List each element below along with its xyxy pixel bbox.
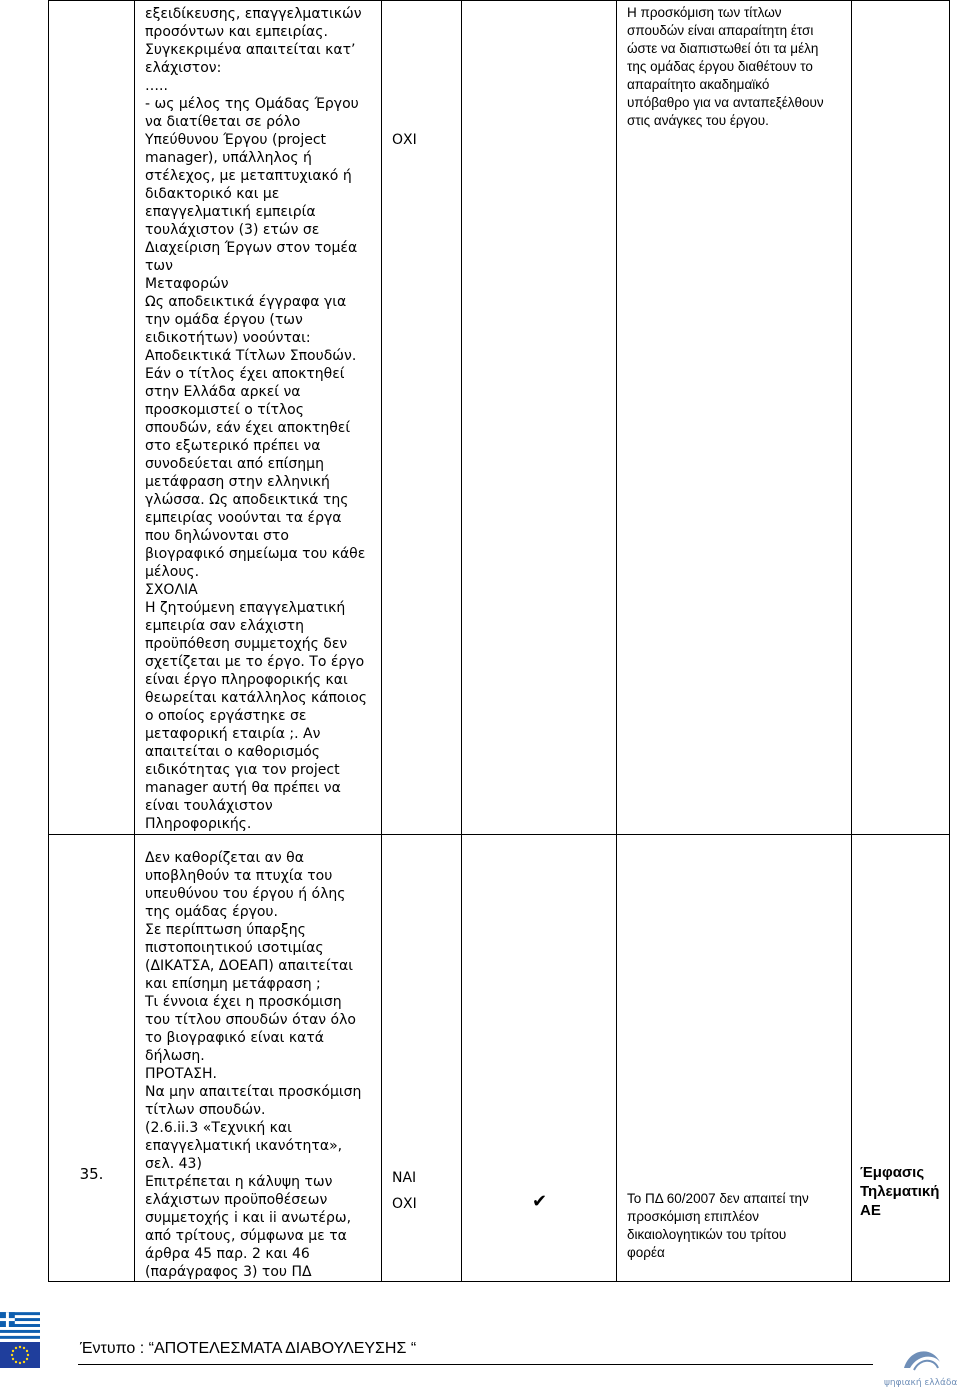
answer-cell — [382, 835, 462, 1282]
requirement-text: εξειδίκευσης, επαγγελματικών προσόντων και εμπειρίας. Συγκεκριμένα απαιτείται κατ’ ελάχιστον: ….. - ως μέλος της Ομάδας Έργου να διατίθεται σε ρόλο Υπεύθυνου Έργου (project manager), υπάλληλος ή στέλεχος, με μεταπτυχιακό ή διδακτορικό και με επαγγελματική εμπειρία τουλάχιστον (3) ετών σε Διαχείριση Έργων στον τομέα των Μεταφορών Ως αποδεικτικά έγγραφα για την ομάδα έργου (των ειδικοτήτων) νοούνται: Αποδεικτικά Τίτλων Σπουδών. Εάν ο τίτλος έχει αποκτηθεί στην Ελλάδα αρκεί να προσκομιστεί ο τίτλος σπουδών, εάν έχει αποκτηθεί στο εξωτερικό πρέπει να συνοδεύεται από επίσημη μετάφραση στην ελληνική γλώσσα. Ως αποδεικτικά της εμπειρίας νοούνται τα έργα που δηλώνονται στο βιογραφικό σημείωμα του κάθε μέλους. ΣΧΟΛΙΑ Η ζητούμενη επαγγελματική εμπειρία σαν ελάχιστη προϋπόθεση συμμετοχής δεν σχετίζεται με το έργο. Το έργο είναι έργο πληροφορικής και θεωρείται κατάλληλος κάποιος ο οποίος εργάστηκε σε μεταφορική εταιρία ;. Αν απαιτείται ο καθορισμός ειδικότητας για τον project manager αυτή θα πρέπει να είναι τουλάχιστον Πληροφορικής. — [145, 6, 367, 832]
checkmark-icon: ✔ — [532, 1191, 548, 1212]
submitter-cell — [852, 835, 950, 1282]
eu-flag-icon — [0, 1342, 40, 1368]
row-number: 35. — [79, 1165, 104, 1183]
row-number-cell — [49, 1, 135, 835]
answer-no: ΟΧΙ — [392, 132, 417, 148]
answer-cell — [382, 1, 462, 835]
requirement-text-bottom: Επιτρέπεται η κάλυψη των ελάχιστων προϋποθέσεων συμμετοχής i και ii ανωτέρω, από τρίτους, σύμφωνα με τα άρθρα 45 παρ. 2 και 46 (παράγραφος 3) του ΠΔ — [145, 1174, 352, 1280]
submitter-name: Έμφασις Τηλεματική ΑΕ — [860, 1164, 940, 1219]
logo-text: ψηφιακή ελλάδα — [884, 1378, 958, 1388]
comment-text: Η προσκόμιση των τίτλων σπουδών είναι απαραίτητη έτσι ώστε να διαπιστωθεί ότι τα μέλη της ομάδας έργου διαθέτουν το απαραίτητο ακαδημαϊκό υπόβαθρο για να ανταπεξέλθουν στις ανάγκες του έργου. — [627, 5, 824, 128]
footer-form-label: Έντυπο : “ΑΠΟΤΕΛΕΣΜΑΤΑ ΔΙΑΒΟΥΛΕΥΣΗΣ “ — [80, 1340, 417, 1357]
check-cell — [462, 1, 617, 835]
table-row-previous — [49, 1, 950, 835]
submitter-cell — [852, 1, 950, 835]
greek-flag-icon — [0, 1312, 40, 1339]
requirement-cell — [135, 1, 382, 835]
check-cell — [462, 835, 617, 1282]
comment-cell — [617, 1, 852, 835]
answer-no: ΟΧΙ — [392, 1196, 417, 1212]
requirement-cell — [135, 835, 382, 1282]
requirement-text-top: Δεν καθορίζεται αν θα υποβληθούν τα πτυχία του υπευθύνου του έργου ή όλης της ομάδας έργου. Σε περίπτωση ύπαρξης πιστοποιητικού ισοτιμίας (ΔΙΚΑΤΣΑ, ΔΟΕΑΠ) απαιτείται και επίσημη μετάφραση ; Τι έννοια έχει η προσκόμιση του τίτλου σπουδών όταν όλο το βιογραφικό είναι κατά δήλωση. ΠΡΟΤΑΣΗ. Να μην απαιτείται προσκόμιση τίτλων σπουδών. (2.6.ii.3 «Τεχνική και επαγγελματική ικανότητα», σελ. 43) — [145, 850, 362, 1172]
comment-cell — [617, 835, 852, 1282]
consultation-results-table — [48, 0, 950, 1282]
table-row-35 — [49, 835, 950, 1282]
answer-yes: ΝΑΙ — [392, 1170, 417, 1186]
digital-greece-logo — [874, 1340, 960, 1389]
row-number-cell — [49, 835, 135, 1282]
comment-text: Το ΠΔ 60/2007 δεν απαιτεί την προσκόμιση επιπλέον δικαιολογητικών του τρίτου φορέα — [627, 1191, 809, 1260]
footer-divider — [78, 1364, 873, 1365]
